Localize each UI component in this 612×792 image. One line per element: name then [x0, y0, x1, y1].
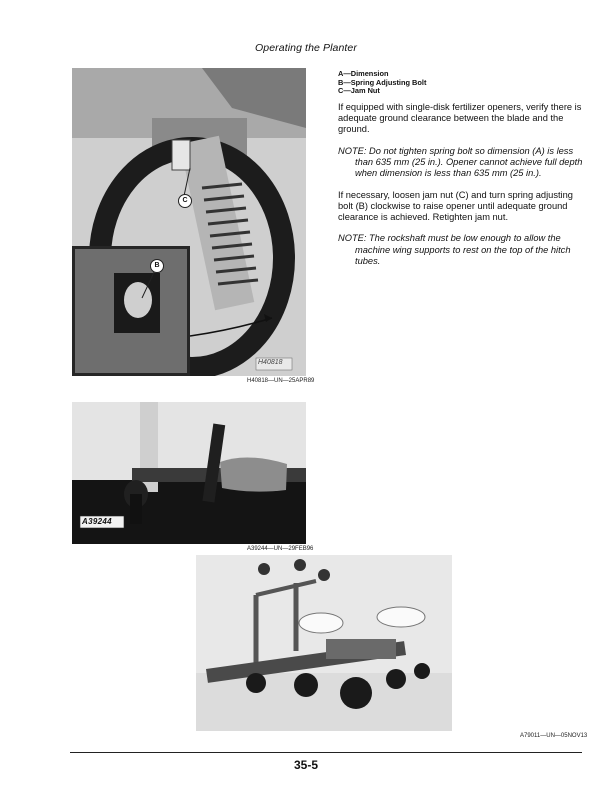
planter-overview-photo — [196, 555, 452, 731]
photo-tag-a39244: A39244 — [82, 517, 112, 526]
legend-b: B—Spring Adjusting Bolt — [338, 77, 427, 87]
footer-divider — [70, 752, 582, 753]
note-rockshaft: NOTE: The rockshaft must be low enough to allow the machine wing supports to rest on the top of the hitch tubes. — [338, 233, 571, 267]
page-header-title: Operating the Planter — [255, 42, 357, 54]
legend-a: A—Dimension — [338, 69, 389, 78]
paragraph-adjust-bolt: If necessary, loosen jam nut (C) and turn spring adjusting bolt (B) clockwise to raise opener until adequate ground clearance is achieved. Retighten jam nut. — [338, 189, 573, 223]
photo-tag-h40818: H40818 — [258, 359, 283, 366]
callout-b: B — [150, 259, 164, 273]
figure1-caption: H40818—UN—25APR89 — [247, 378, 315, 384]
page-number: 35-5 — [293, 758, 319, 772]
lever-photo — [72, 402, 306, 544]
instruction-text-column — [338, 70, 588, 277]
paragraph-ground-clearance: If equipped with single-disk fertilizer openers, verify there is adequate ground clearance between the blade and the ground. — [338, 101, 582, 135]
figure-legend — [338, 70, 588, 96]
figure2-caption: A39244—UN—29FEB96 — [247, 546, 314, 552]
callout-c: C — [178, 194, 192, 208]
note-spring-bolt: NOTE: Do not tighten spring bolt so dimension (A) is less than 635 mm (25 in.). Opener cannot achieve full depth when dimension is less than 635 mm (25 in.). — [338, 145, 583, 179]
figure3-caption: A79011—UN—05NOV13 — [520, 733, 588, 739]
legend-c: C—Jam Nut — [338, 86, 380, 96]
opener-closeup-photo — [72, 68, 306, 376]
